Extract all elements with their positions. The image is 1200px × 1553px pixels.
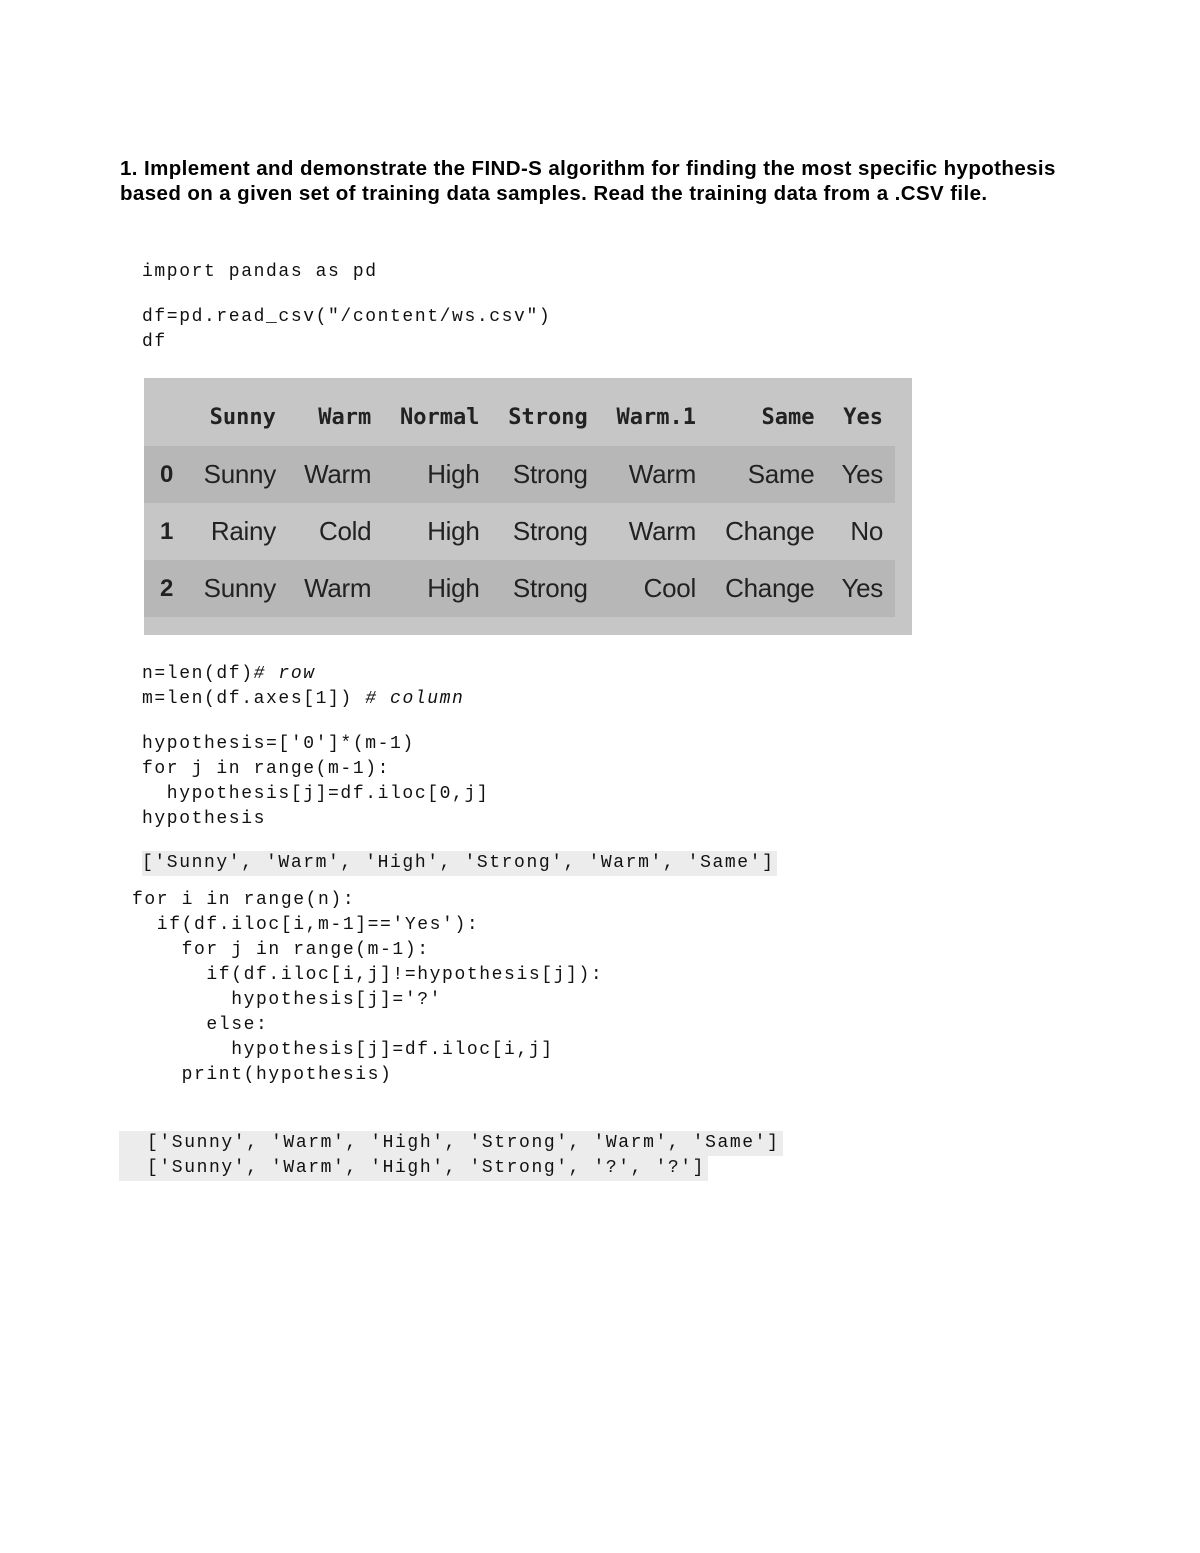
hypothesis-output: ['Sunny', 'Warm', 'High', 'Strong', 'Warm', 'Same'] [142, 851, 777, 876]
column-header: Same [761, 404, 815, 430]
table-cell: Rainy [210, 516, 276, 546]
print-output [119, 1131, 783, 1181]
index-header [144, 388, 187, 446]
row-index: 1 [160, 517, 174, 545]
row-column-count-code [142, 662, 464, 712]
column-comment: # column [365, 689, 465, 709]
table-cell: Yes [841, 459, 883, 489]
table-cell: Sunny [203, 459, 276, 489]
table-row [144, 560, 895, 617]
column-count-code: m=len(df.axes[1]) [142, 689, 366, 709]
table-cell: Warm [304, 573, 372, 603]
print-output-line: ['Sunny', 'Warm', 'High', 'Strong', '?', '?'] [119, 1156, 708, 1181]
column-header: Strong [508, 404, 588, 430]
table-cell: Cool [643, 573, 696, 603]
table-cell: Cold [318, 516, 372, 546]
dataframe-header-row [144, 388, 895, 446]
row-index: 0 [160, 460, 174, 488]
table-cell: High [427, 573, 480, 603]
column-header: Warm.1 [616, 404, 696, 430]
table-cell: Warm [304, 459, 372, 489]
table-cell: Same [747, 459, 815, 489]
table-cell: Sunny [203, 573, 276, 603]
table-cell: Strong [512, 459, 588, 489]
table-cell: High [427, 459, 480, 489]
table-cell: Change [725, 573, 815, 603]
import-code: import pandas as pd [142, 262, 378, 282]
dataframe-output [144, 378, 912, 635]
column-header: Normal [400, 404, 480, 430]
column-header: Yes [843, 404, 883, 430]
table-cell: No [850, 516, 883, 546]
table-cell: Strong [512, 573, 588, 603]
table-cell: Warm [628, 516, 696, 546]
read-csv-code [142, 305, 551, 355]
dataframe-table [144, 388, 895, 617]
table-row [144, 503, 895, 560]
hypothesis-init-code: hypothesis=['0']*(m-1) for j in range(m-1): hypothesis[j]=df.iloc[0,j] hypothesis [142, 734, 490, 829]
read-csv-line: df=pd.read_csv("/content/ws.csv") [142, 307, 552, 327]
df-display-line: df [142, 332, 167, 352]
find-s-loop-code: for i in range(n): if(df.iloc[i,m-1]=='Yes'): for j in range(m-1): if(df.iloc[i,j]!=hypothesis[j]): hypothesis[j]='?' else: hypothesis[j]=df.iloc[i,j] print(hypothesis) [132, 890, 604, 1085]
table-cell: Yes [841, 573, 883, 603]
column-header: Warm [318, 404, 372, 430]
table-cell: Strong [512, 516, 588, 546]
task-heading: 1. Implement and demonstrate the FIND-S algorithm for finding the most specific hypothesis based on a given set of training data samples. Read the training data from a .CSV file. [120, 157, 1056, 205]
table-cell: Warm [628, 459, 696, 489]
row-index: 2 [160, 574, 174, 602]
table-cell: Change [725, 516, 815, 546]
table-cell: High [427, 516, 480, 546]
column-header: Sunny [209, 404, 276, 430]
row-comment: # row [253, 664, 316, 684]
row-count-code: n=len(df) [142, 664, 254, 684]
print-output-line: ['Sunny', 'Warm', 'High', 'Strong', 'Warm', 'Same'] [119, 1131, 783, 1156]
table-row [144, 446, 895, 503]
